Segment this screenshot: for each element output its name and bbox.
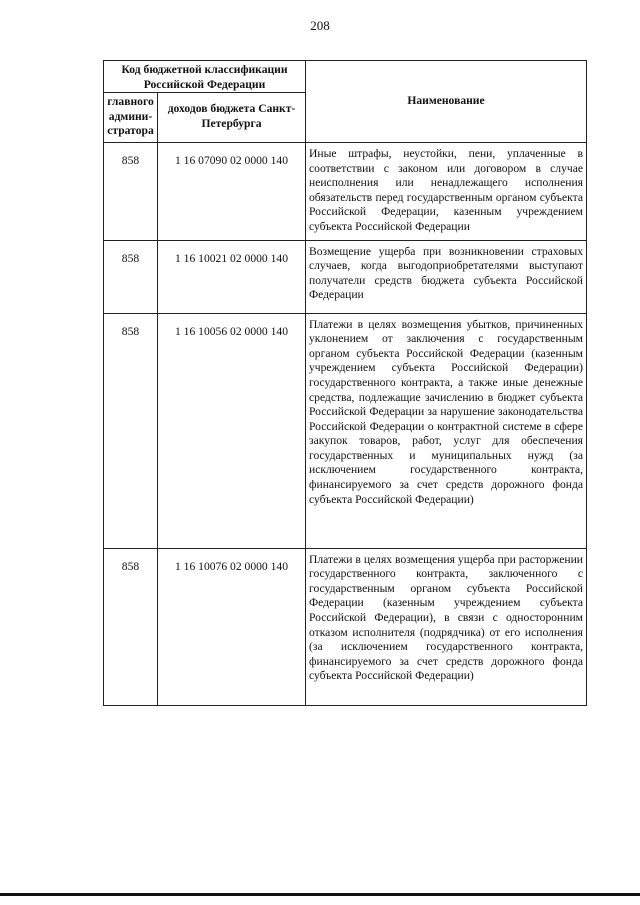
header-classification-group: Код бюджетной классификации Российской Федерации xyxy=(104,61,306,93)
cell-name: Иные штрафы, неустойки, пени, уплаченные в соответствии с законом или договором в случае неисполнения или ненадлежащего исполнения обязательств перед государственным органом субъекта Российской Федерации, казенным учреждением субъекта Российской Федерации xyxy=(306,142,587,240)
cell-admin-code: 858 xyxy=(104,142,158,240)
budget-classification-table xyxy=(103,60,587,706)
cell-budget-code: 1 16 10021 02 0000 140 xyxy=(158,240,306,313)
bottom-scan-border xyxy=(0,893,640,896)
table-row xyxy=(104,313,587,548)
header-code-column: доходов бюджета Санкт-Петербурга xyxy=(158,93,306,143)
cell-name: Платежи в целях возмещения убытков, причиненных уклонением от заключения с государственным органом субъекта Российской Федерации (казенным учреждением субъекта Российской Федерации) государственного контракта, а также иные денежные средства, подлежащие зачислению в бюджет субъекта Российской Федерации за нарушение законодательства Российской Федерации о контрактной системе в сфере закупок товаров, работ, услуг для обеспечения государственных и муниципальных нужд (за исключением государственного контракта, финансируемого за счет средств дорожного фонда субъекта Российской Федерации) xyxy=(306,313,587,548)
cell-name: Возмещение ущерба при возникновении страховых случаев, когда выгодоприобретателями выступают получатели средств бюджета субъекта Российской Федерации xyxy=(306,240,587,313)
cell-admin-code: 858 xyxy=(104,313,158,548)
cell-budget-code: 1 16 10056 02 0000 140 xyxy=(158,313,306,548)
cell-budget-code: 1 16 07090 02 0000 140 xyxy=(158,142,306,240)
page-number: 208 xyxy=(310,18,330,33)
cell-admin-code: 858 xyxy=(104,548,158,705)
header-admin-column: главного админи-стратора xyxy=(104,93,158,143)
cell-name: Платежи в целях возмещения ущерба при расторжении государственного контракта, заключенного с государственным органом субъекта Российской Федерации (казенным учреждением субъекта Российской Федерации), в связи с односторонним отказом исполнителя (подрядчика) от его исполнения (за исключением государственного контракта, финансируемого за счет средств дорожного фонда субъекта Российской Федерации) xyxy=(306,548,587,705)
header-name-column: Наименование xyxy=(306,61,587,143)
table-row xyxy=(104,240,587,313)
cell-budget-code: 1 16 10076 02 0000 140 xyxy=(158,548,306,705)
table-row xyxy=(104,548,587,705)
cell-admin-code: 858 xyxy=(104,240,158,313)
table-row xyxy=(104,142,587,240)
